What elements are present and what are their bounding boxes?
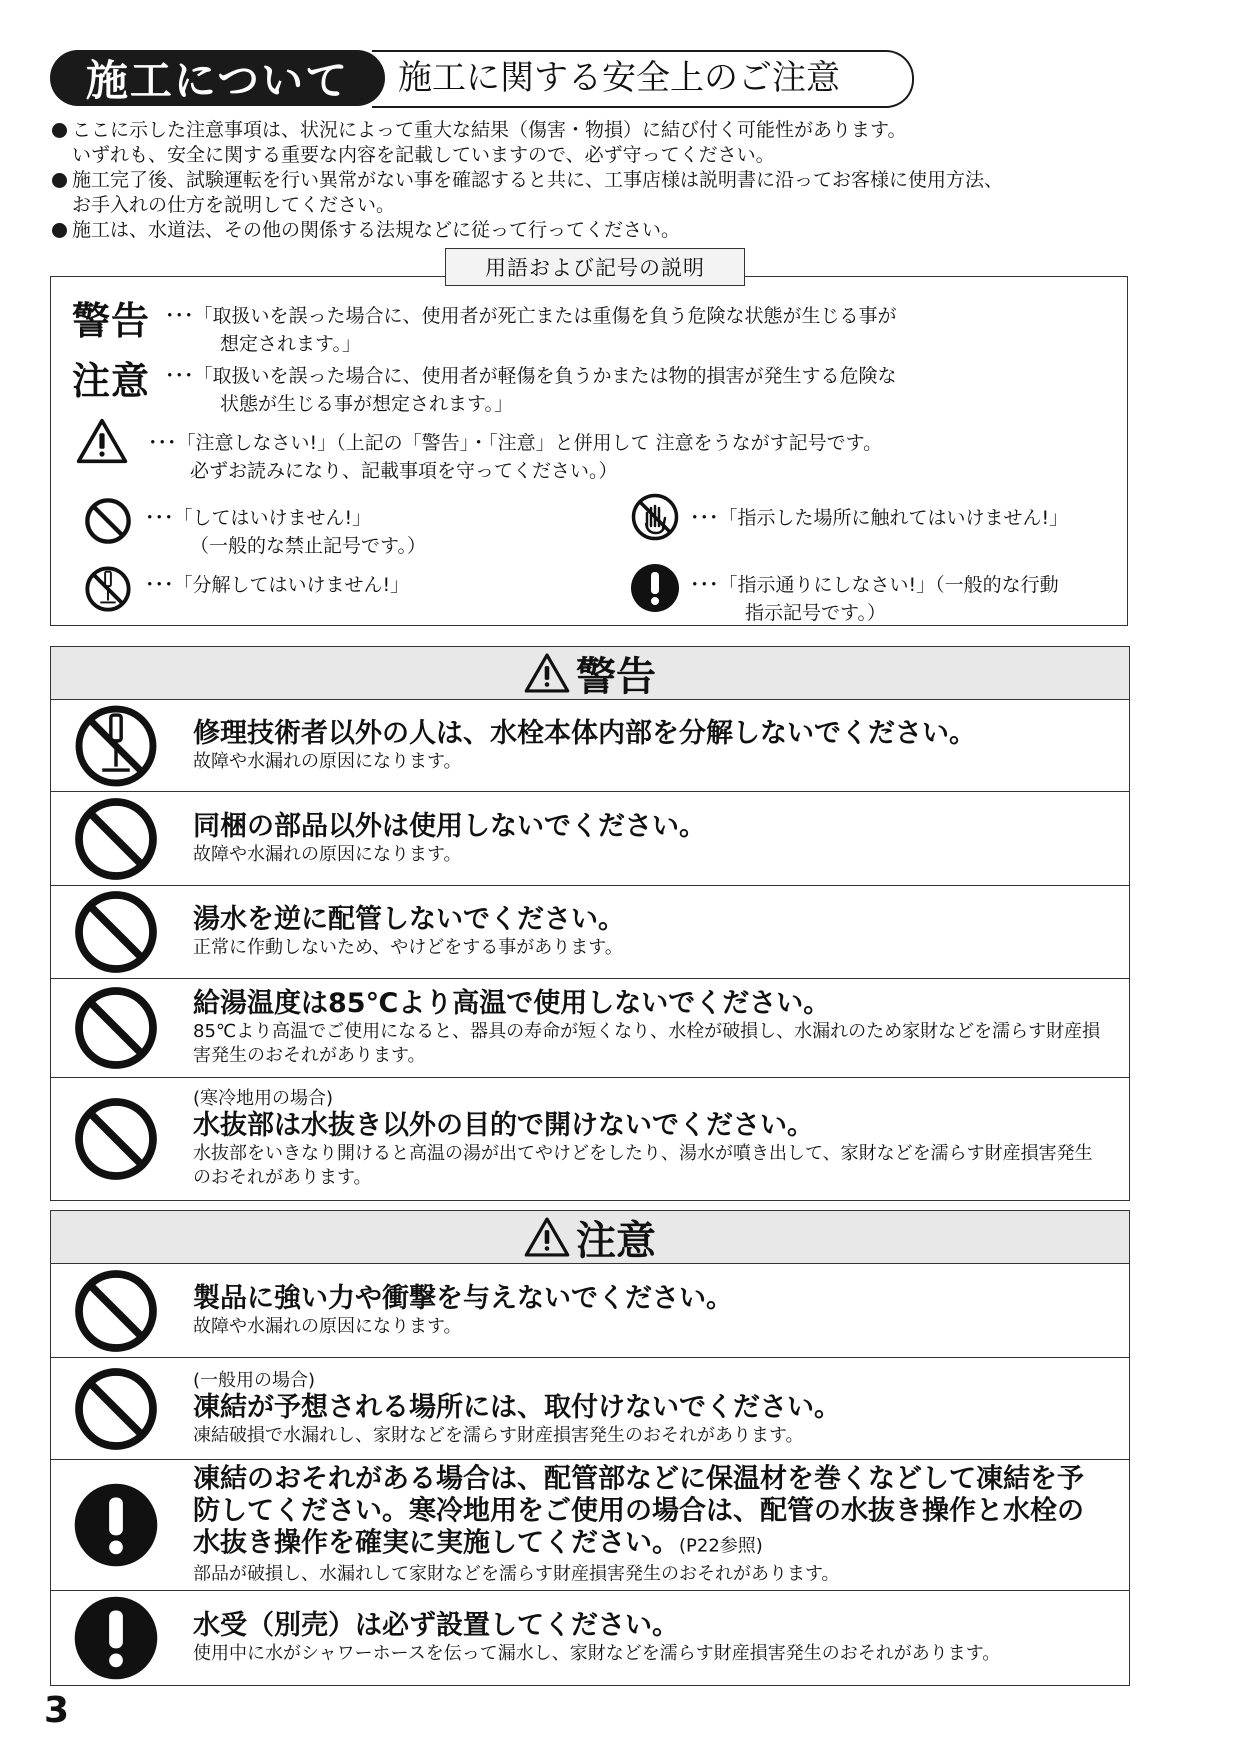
warning-item bbox=[51, 1078, 1129, 1200]
warning-item-text bbox=[193, 718, 1109, 774]
warning-item-note: (寒冷地用の場合) bbox=[193, 1088, 334, 1109]
intro-text: 施工完了後、試験運転を行い異常がない事を確認すると共に、工事店様は説明書に沿ってお客様に使用方法、 bbox=[72, 169, 1004, 191]
page-number: 3 bbox=[44, 1690, 70, 1731]
caution-section bbox=[50, 1210, 1130, 1686]
caution-item-text bbox=[193, 1283, 1109, 1339]
warning-item bbox=[51, 979, 1129, 1078]
caution-item-text bbox=[193, 1370, 1109, 1448]
warning-item-title: 同梱の部品以外は使用しないでください。 bbox=[193, 810, 706, 842]
warning-item bbox=[51, 792, 1129, 886]
intro-text: お手入れの仕方を説明してください。 bbox=[72, 194, 396, 216]
attention-triangle-icon bbox=[524, 652, 570, 694]
prohibited-icon bbox=[73, 1096, 159, 1182]
prohibited-definition-cont: （一般的な禁止記号です。） bbox=[190, 535, 426, 557]
prohibited-icon bbox=[73, 796, 159, 882]
warning-item-title: 給湯温度は85℃より高温で使用しないでください。 bbox=[193, 988, 831, 1019]
mandatory-icon bbox=[630, 563, 680, 613]
caution-item bbox=[51, 1358, 1129, 1460]
caution-item-title: 水受（別売）は必ず設置してください。 bbox=[193, 1610, 679, 1641]
warning-section bbox=[50, 646, 1130, 1201]
warning-heading: 警告 bbox=[576, 653, 656, 700]
mandatory-icon bbox=[73, 1595, 159, 1681]
mandatory-definition-cont: 指示記号です。） bbox=[745, 602, 886, 624]
prohibited-icon bbox=[84, 497, 132, 545]
caution-definition-cont: 状態が生じる事が想定されます。」 bbox=[220, 393, 513, 415]
caution-word: 注意 bbox=[72, 359, 151, 403]
caution-item-desc: 凍結破損で水漏れし、家財などを濡らす財産損害発生のおそれがあります。 bbox=[193, 1424, 804, 1446]
warning-item-desc: 故障や水漏れの原因になります。 bbox=[193, 750, 462, 772]
warning-definition-cont: 想定されます。」 bbox=[220, 333, 361, 355]
caution-item-text bbox=[193, 1610, 1109, 1666]
caution-heading: 注意 bbox=[576, 1217, 656, 1264]
warning-item-desc: 85℃より高温でご使用になると、器具の寿命が短くなり、水栓が破損し、水漏れのため家財などを濡らす財産損害発生のおそれがあります。 bbox=[193, 1021, 1101, 1066]
attention-definition-cont: 必ずお読みになり、記載事項を守ってください。） bbox=[190, 460, 618, 482]
caution-item bbox=[51, 1264, 1129, 1358]
caution-item bbox=[51, 1591, 1129, 1685]
warning-item-desc: 水抜部をいきなり開けると高温の湯が出てやけどをしたり、湯水が噴き出して、家財などを濡らす財産損害発生のおそれがあります。 bbox=[193, 1143, 1093, 1188]
warning-item-text bbox=[193, 988, 1109, 1068]
warning-item-desc: 故障や水漏れの原因になります。 bbox=[193, 843, 462, 865]
warning-item-title: 修理技術者以外の人は、水栓本体内部を分解しないでください。 bbox=[193, 717, 976, 749]
warning-word: 警告 bbox=[72, 299, 151, 343]
caution-item-desc: 使用中に水がシャワーホースを伝って漏水し、家財などを濡らす財産損害発生のおそれがあります。 bbox=[193, 1643, 1001, 1664]
intro-text: 施工は、水道法、その他の関係する法規などに従って行ってください。 bbox=[72, 219, 681, 241]
warning-section-header bbox=[51, 647, 1129, 700]
warning-item-desc: 正常に作動しないため、やけどをする事があります。 bbox=[193, 937, 623, 958]
no-touch-definition: ･･･「指示した場所に触れてはいけません!」 bbox=[690, 507, 1069, 529]
warning-item bbox=[51, 700, 1129, 792]
warning-item-text bbox=[193, 811, 1109, 867]
attention-triangle-icon bbox=[524, 1216, 570, 1258]
warning-item-title: 水抜部は水抜き以外の目的で開けないでください。 bbox=[193, 1110, 814, 1141]
caution-item-desc: 部品が破損し、水漏れして家財などを濡らす財産損害発生のおそれがあります。 bbox=[193, 1563, 840, 1585]
warning-item-title: 湯水を逆に配管しないでください。 bbox=[193, 904, 625, 935]
intro-bullet bbox=[50, 118, 1200, 168]
caution-item-desc: 故障や水漏れの原因になります。 bbox=[193, 1315, 462, 1337]
no-touch-icon bbox=[630, 492, 680, 542]
caution-item bbox=[51, 1460, 1129, 1591]
caution-definition: ･･･「取扱いを誤った場合に、使用者が軽傷を負うかまたは物的損害が発生する危険な bbox=[165, 365, 897, 387]
no-disassemble-definition: ･･･「分解してはいけません!」 bbox=[145, 574, 410, 596]
prohibited-icon bbox=[73, 1366, 159, 1452]
intro-text: ここに示した注意事項は、状況によって重大な結果（傷害・物損）に結び付く可能性があります。 bbox=[72, 119, 907, 141]
no-disassemble-icon bbox=[84, 565, 132, 613]
caution-item-title bbox=[193, 1464, 1109, 1563]
mandatory-icon bbox=[73, 1482, 159, 1568]
page-title: 施工について bbox=[50, 50, 385, 106]
caution-item-title: 製品に強い力や衝撃を与えないでください。 bbox=[193, 1282, 733, 1314]
legend-title: 用語および記号の説明 bbox=[445, 248, 745, 286]
page-subtitle: 施工に関する安全上のご注意 bbox=[398, 58, 840, 98]
prohibited-icon bbox=[73, 1268, 159, 1354]
prohibited-icon bbox=[73, 889, 159, 975]
attention-triangle-icon bbox=[76, 417, 128, 465]
caution-item-title: 凍結が予想される場所には、取付けないでください。 bbox=[193, 1391, 841, 1423]
intro-notes bbox=[50, 118, 1200, 243]
warning-item bbox=[51, 886, 1129, 979]
intro-text: いずれも、安全に関する重要な内容を記載していますので、必ず守ってください。 bbox=[72, 144, 775, 166]
caution-section-header bbox=[51, 1211, 1129, 1264]
warning-item-text bbox=[193, 904, 1109, 960]
intro-bullet bbox=[50, 168, 1200, 218]
intro-bullet bbox=[50, 218, 1200, 243]
attention-definition: ･･･「注意しなさい!」（上記の「警告」・「注意」と併用して 注意をうながす記号です。 bbox=[148, 432, 883, 454]
caution-item-title-text: 凍結のおそれがある場合は、配管部などに保温材を巻くなどして凍結を予防してください。寒冷地用をご使用の場合は、配管の水抜き操作と水栓の水抜き操作を確実に実施してください。 bbox=[193, 1463, 1084, 1559]
caution-item-text bbox=[193, 1464, 1109, 1587]
prohibited-icon bbox=[73, 985, 159, 1071]
warning-item-text bbox=[193, 1088, 1109, 1190]
caution-item-note: (一般用の場合) bbox=[193, 1369, 316, 1391]
mandatory-definition: ･･･「指示通りにしなさい!」（一般的な行動 bbox=[690, 574, 1059, 596]
no-disassemble-icon bbox=[73, 703, 159, 789]
warning-definition: ･･･「取扱いを誤った場合に、使用者が死亡または重傷を負う危険な状態が生じる事が bbox=[165, 305, 897, 327]
page-reference: (P22参照) bbox=[679, 1535, 763, 1557]
prohibited-definition: ･･･「してはいけません!」 bbox=[145, 507, 372, 529]
